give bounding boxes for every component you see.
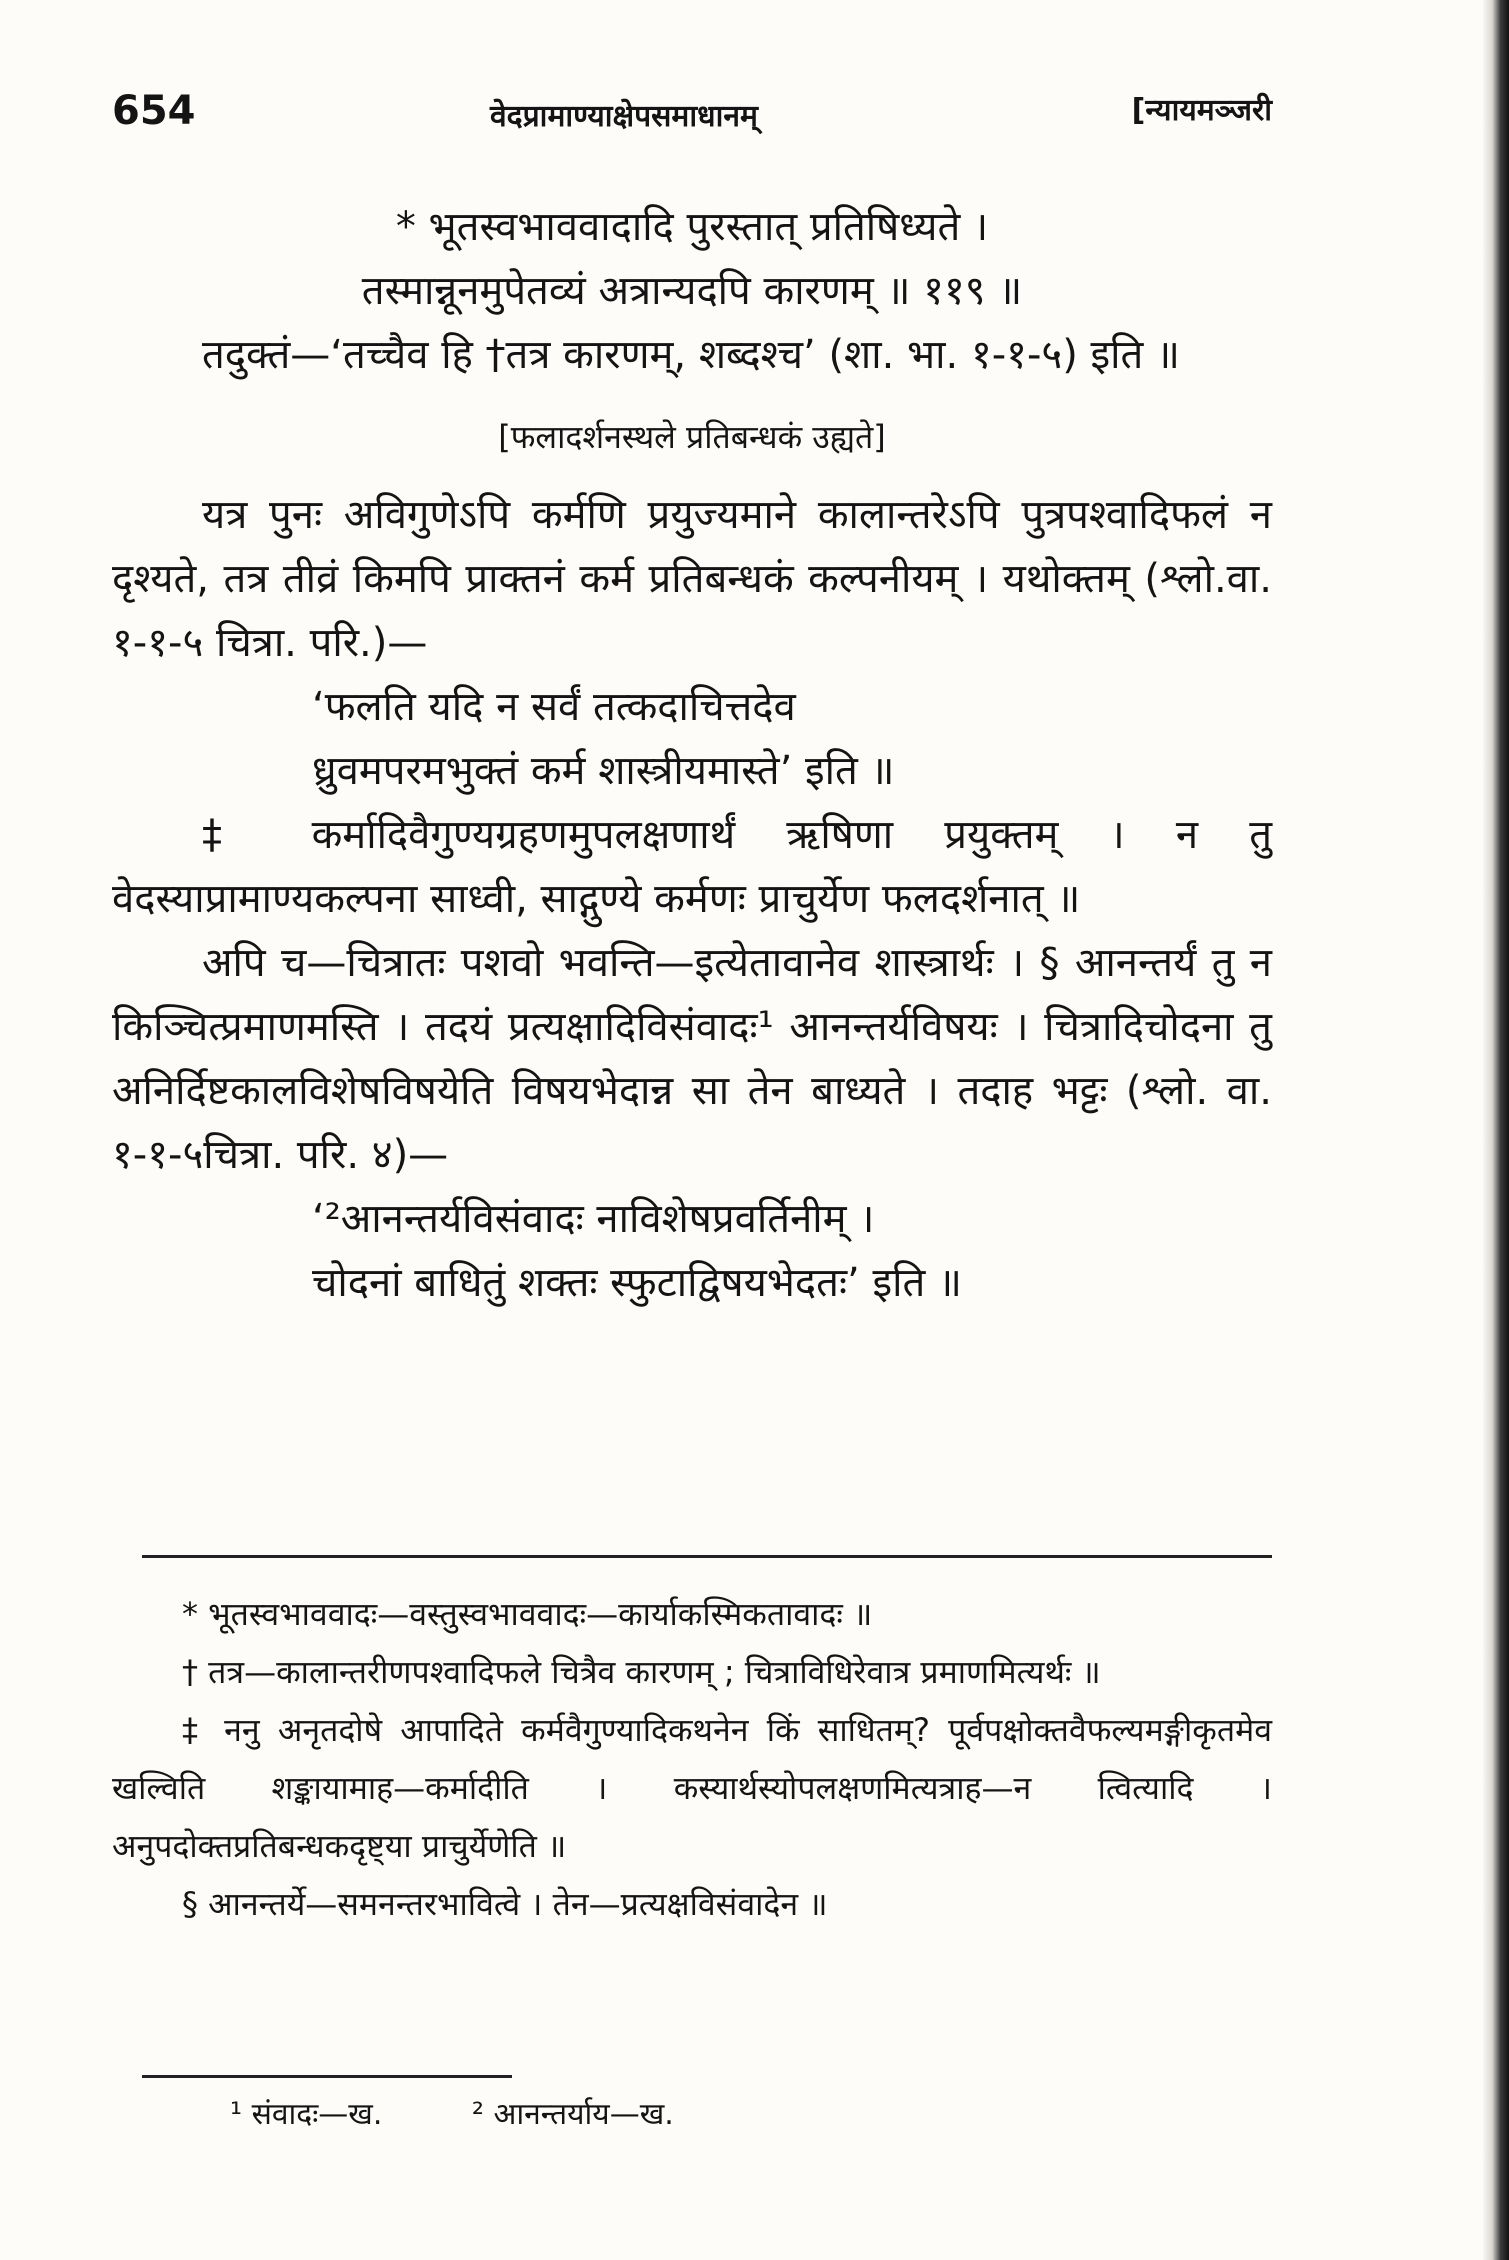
page-number: 654 xyxy=(112,88,196,134)
variant-reading: ² आनन्तर्याय—ख. xyxy=(471,2097,674,2132)
footnotes xyxy=(112,1585,1272,1933)
variant-separator xyxy=(142,2075,512,2078)
variant-reading: ¹ संवादः—ख. xyxy=(230,2097,383,2132)
page-edge-shadow xyxy=(1481,0,1509,2260)
variant-readings xyxy=(230,2090,1130,2140)
footnote: ‡ ननु अनृतदोषे आपादिते कर्मवैगुण्यादिकथनेन किं साधितम्? पूर्वपक्षोक्तवैफल्यमङ्गीकृतमेव खल्विति शङ्कायामाह—कर्मादीति । कस्यार्थस्योपलक्षणमित्यत्राह—न त्वित्यादि । अनुपदोक्तप्रतिबन्धकदृष्ट्या प्राचुर्येणेति ॥ xyxy=(112,1711,1272,1865)
paragraph: ‡ कर्मादिवैगुण्यग्रहणमुपलक्षणार्थं ऋषिणा प्रयुक्तम् । न तु वेदस्याप्रामाण्यकल्पना साध्वी, साद्गुण्ये कर्मणः प्राचुर्येण फलदर्शनात् ॥ xyxy=(112,812,1272,922)
verse-line: तस्मान्नूनमुपेतव्यं अत्रान्यदपि कारणम् ॥ ११९ ॥ xyxy=(361,268,1023,314)
paragraph: यत्र पुनः अविगुणेऽपि कर्मणि प्रयुज्यमाने कालान्तरेऽपि पुत्रपश्वादिफलं न दृश्यते, तत्र तीव्रं किमपि प्राक्तनं कर्म प्रतिबन्धकं कल्पनीयम् । यथोक्तम् (श्लो.वा. १-१-५ चित्रा. परि.)— xyxy=(112,492,1272,666)
footnote-separator xyxy=(142,1555,1272,1558)
verse-line: * भूतस्वभाववादादि पुरस्तात् प्रतिषिध्यते । xyxy=(395,204,989,250)
verse-line: ‘फलति यदि न सर्वं तत्कदाचित्तदेव xyxy=(312,684,796,730)
verse-line: ध्रुवमपरमभुक्तं कर्म शास्त्रीयमास्ते’ इति ॥ xyxy=(312,748,895,794)
verse-line: चोदनां बाधितुं शक्तः स्फुटाद्विषयभेदतः’ इति ॥ xyxy=(312,1260,962,1306)
running-book-title: [न्यायमञ्जरी xyxy=(1131,93,1272,128)
footnote: * भूतस्वभाववादः—वस्तुस्वभाववादः—कार्याकस्मिकतावादः ॥ xyxy=(182,1595,873,1633)
main-text xyxy=(112,195,1272,1315)
section-heading: [फलादर्शनस्थले प्रतिबन्धकं उह्यते] xyxy=(498,418,886,456)
page-header xyxy=(112,88,1272,148)
footnote: § आनन्तर्ये—समनन्तरभावित्वे । तेन—प्रत्यक्षविसंवादेन ॥ xyxy=(182,1885,828,1923)
paragraph: तदुक्तं—‘तच्चैव हि †तत्र कारणम्, शब्दश्च’ (शा. भा. १-१-५) इति ॥ xyxy=(202,332,1181,378)
paragraph: अपि च—चित्रातः पशवो भवन्ति—इत्येतावानेव शास्त्रार्थः । § आनन्तर्यं तु न किञ्चित्प्रमाणमस्ति । तदयं प्रत्यक्षादिविसंवादः¹ आनन्तर्यविषयः । चित्रादिचोदना तु अनिर्दिष्टकालविशेषविषयेति विषयभेदान्न सा तेन बाध्यते । तदाह भट्टः (श्लो. वा. १-१-५चित्रा. परि. ४)— xyxy=(112,940,1272,1178)
verse-line: ‘²आनन्तर्यविसंवादः नाविशेषप्रवर्तिनीम् । xyxy=(312,1196,875,1242)
running-title: वेदप्रामाण्याक्षेपसमाधानम् xyxy=(490,99,758,134)
footnote: † तत्र—कालान्तरीणपश्वादिफले चित्रैव कारणम् ; चित्राविधिरेवात्र प्रमाणमित्यर्थः ॥ xyxy=(182,1653,1101,1691)
